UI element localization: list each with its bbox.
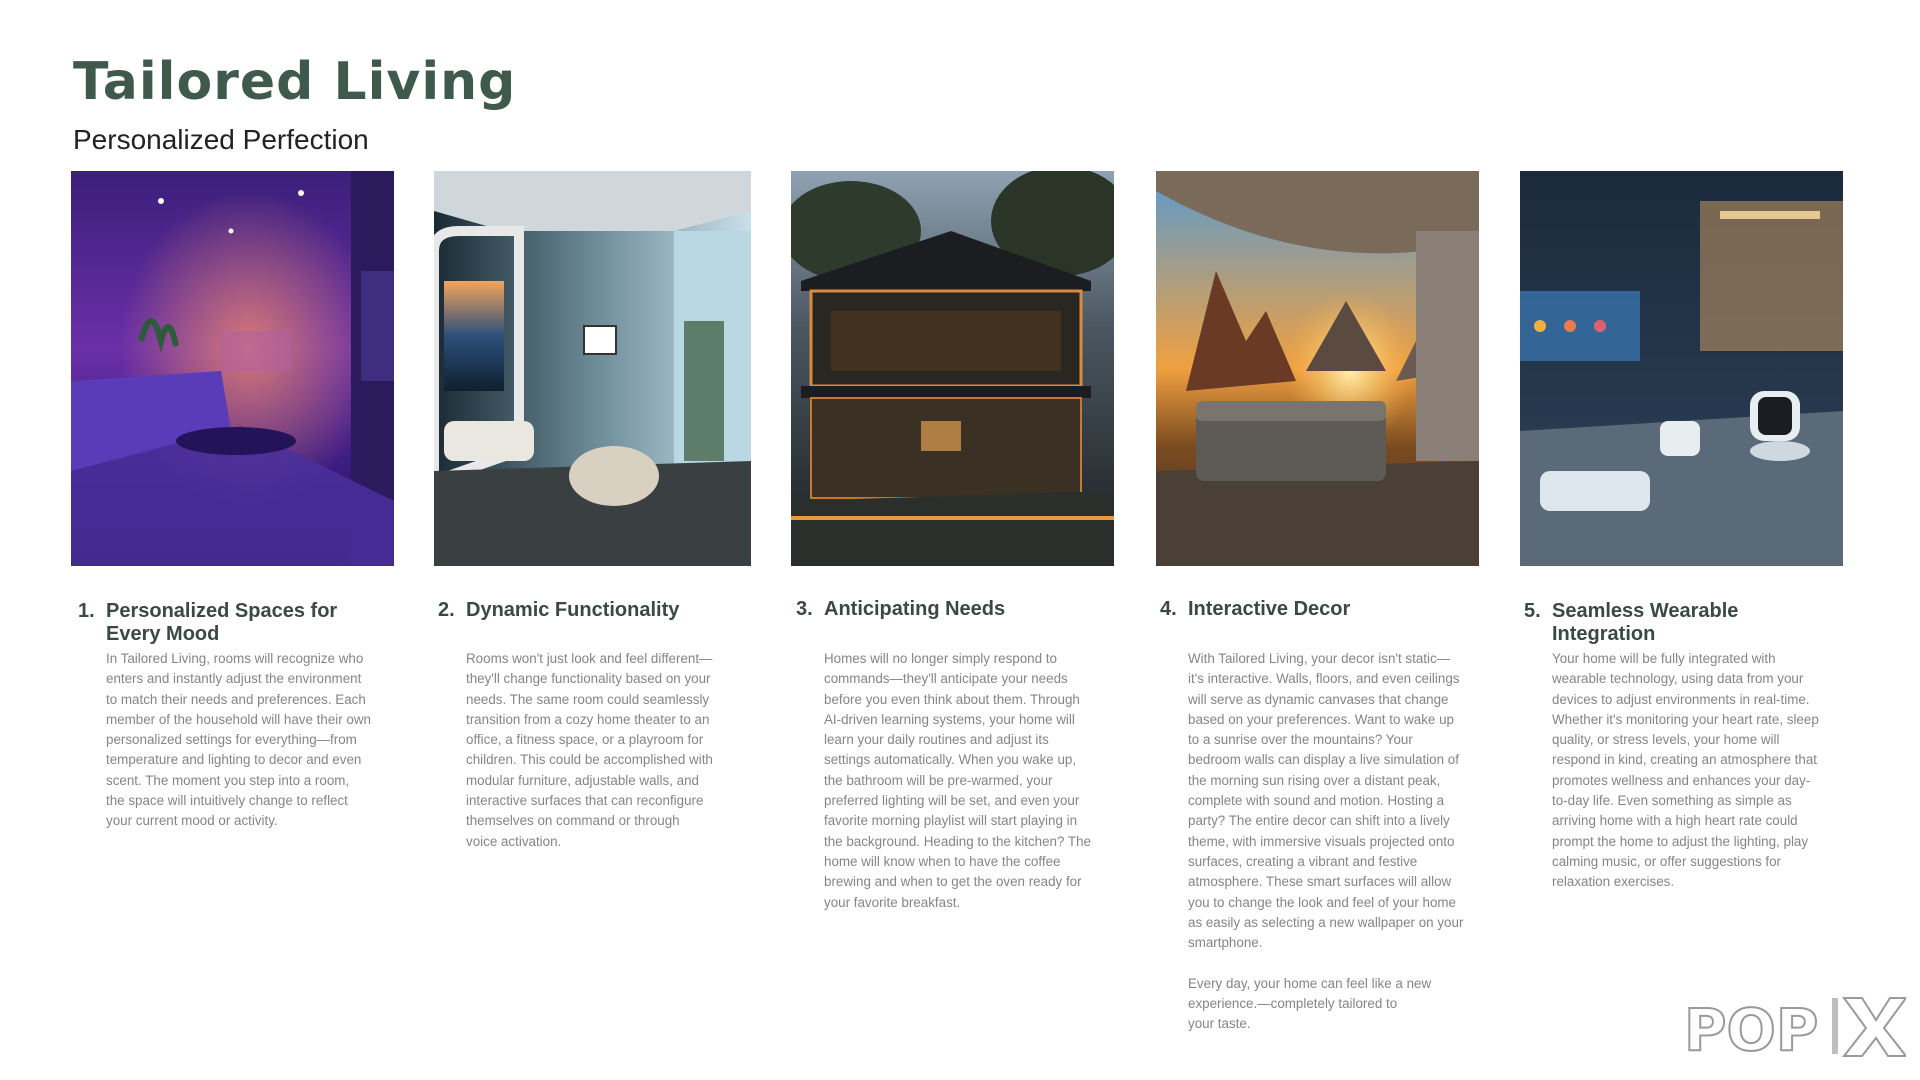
card-heading-1 xyxy=(78,600,368,646)
card-body-3: Homes will no longer simply respond to commands—they'll anticipate your needs before you even think about them. Through AI-driven learning systems, your home will learn your daily routines and adjust its settings automatically. When you wake up, the bathroom will be pre-warmed, your preferred lighting will be set, and even your favorite morning playlist will start playing in the background. Heading to the kitchen? The home will know when to have the coffee brewing and when to get the oven ready for your favorite breakfast. xyxy=(824,651,1092,910)
card-image-1 xyxy=(71,171,394,566)
card-body-1: In Tailored Living, rooms will recognize who enters and instantly adjust the environment to match their needs and preferences. Each member of the household will have their own personalized settings for everything—from temperature and lighting to decor and even scent. The moment you step into a room, the space will intuitively change to reflect your current mood or activity. xyxy=(106,651,371,829)
card-body-5: Your home will be fully integrated with wearable technology, using data from your devices to adjust environments in real-time. Whether it's monitoring your heart rate, sleep quality, or stress levels, your home will respond in kind, creating an atmosphere that promotes wellness and enhances your day- to-day life. Even something as simple as arriving home with a high heart rate could prompt the home to adjust the lighting, play calming music, or offer suggestions for relaxation exercises. xyxy=(1552,651,1819,890)
card-heading-2 xyxy=(438,599,738,622)
svg-text:POP: POP xyxy=(1684,996,1819,1062)
card-title-2: Dynamic Functionality xyxy=(466,599,680,621)
card-image-3 xyxy=(791,171,1114,566)
card-heading-5 xyxy=(1524,600,1784,646)
card-number-1: 1. xyxy=(78,600,95,622)
card-image-2 xyxy=(434,171,751,566)
card-body-2: Rooms won't just look and feel different— they'll change functionality based on your needs. The same room could seamlessly transition from a cozy home theater to an office, a fitness space, or a playroom for children. This could be accomplished with modular furniture, adjustable walls, and interactive surfaces that can reconfigure themselves on command or through voice activation. xyxy=(466,651,713,849)
card-number-3: 3. xyxy=(796,598,813,620)
card-title-1: Personalized Spaces for Every Mood xyxy=(106,600,338,645)
card-title-5: Seamless Wearable Integration xyxy=(1552,600,1739,645)
card-title-4: Interactive Decor xyxy=(1188,598,1351,620)
page-subtitle: Personalized Perfection xyxy=(73,124,369,155)
card-heading-3 xyxy=(796,598,1096,621)
card-body-4: With Tailored Living, your decor isn't static— it's interactive. Walls, floors, and even ceilings will serve as dynamic canvases that change based on your preferences. Want to wake up to a sunrise over the mountains? Your bedroom walls can display a live simulation of the morning sun rising over a distant peak, complete with sound and motion. Hosting a party? The entire decor can shift into a lively theme, with immersive visuals projected onto surfaces, creating a vibrant and festive atmosphere. These smart surfaces will allow you to change the look and feel of your home as easily as selecting a new wallpaper on your smartphone. Every day, your home can feel like a new experience.—completely tailored to your taste. xyxy=(1188,651,1464,1032)
card-title-3: Anticipating Needs xyxy=(824,598,1006,620)
page-title: Tailored Living xyxy=(73,52,517,112)
card-image-4 xyxy=(1156,171,1479,566)
card-number-2: 2. xyxy=(438,599,455,621)
card-image-5 xyxy=(1520,171,1843,566)
card-number-4: 4. xyxy=(1160,598,1177,620)
card-heading-4 xyxy=(1160,598,1460,621)
popx-logo-icon xyxy=(1684,992,1906,1062)
card-number-5: 5. xyxy=(1524,600,1541,622)
